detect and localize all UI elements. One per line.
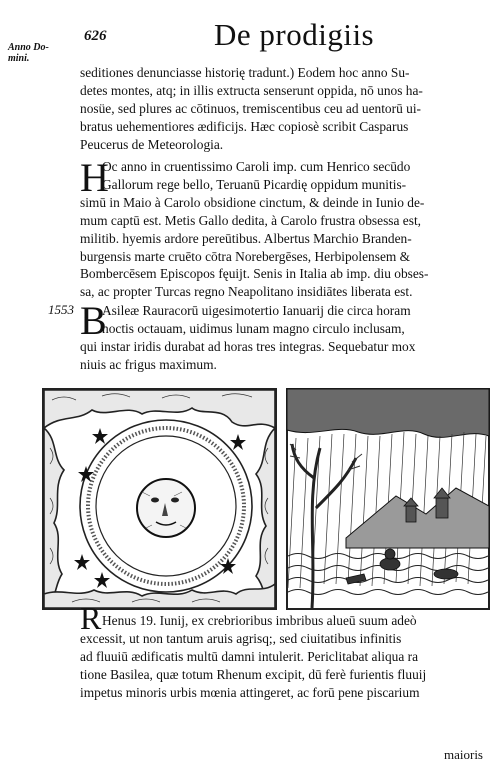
text-line: Asileæ Rauracorū uigesimotertio Ianuarij die circa horam bbox=[102, 303, 411, 318]
text-line: sa, ac propter Turcas regno Neapolitano insidiātes liberata est. bbox=[80, 284, 413, 300]
drop-cap-h: H bbox=[80, 155, 109, 200]
text-line: Bombercēsem Episcopos fęuijt. Senis in Italia ab imp. diu obses- bbox=[80, 266, 429, 282]
paragraph-hoc-anno bbox=[80, 155, 488, 301]
text-line: militib. hyemis ardore pereūtibus. Albertus Marchio Branden- bbox=[80, 230, 412, 246]
text-line: burgensis marte cruēto cōtra Norebergēses, Herbipolensem & bbox=[80, 248, 411, 264]
margin-year: 1553 bbox=[48, 302, 74, 317]
text-line: excessit, ut non tantum aruis agrisq;, sed ciuitatibus infinitis bbox=[80, 630, 402, 646]
text-line: simū in Maio à Carolo obsidione cinctum, & deinde in Iunio de- bbox=[80, 194, 425, 210]
paragraph-rhenus bbox=[80, 612, 488, 702]
page-number: 626 bbox=[84, 28, 107, 44]
drop-cap-b: B bbox=[80, 298, 107, 343]
text-line: bratus uehementiores ædificijs. Hæc copiosè scribit Casparus bbox=[80, 118, 409, 134]
margin-note-anno-domini: Anno Do- mini. bbox=[8, 42, 49, 64]
text-line: ad fluuiū ædificatis multū damni intulerit. Periclitabat aliqua ra bbox=[80, 648, 419, 664]
paragraph-basileae bbox=[80, 298, 488, 374]
woodcut-moon-halo bbox=[42, 388, 277, 610]
drop-cap-r: R bbox=[80, 600, 102, 636]
text-line: impetus minoris urbis mœnia attingeret, ac forū pene piscarium bbox=[80, 684, 420, 700]
text-line: noctis octauam, uidimus lunam magno circulo inclusam, bbox=[102, 320, 405, 336]
text-line: seditiones denunciasse historię tradunt.) Eodem hoc anno Su- bbox=[80, 65, 410, 80]
text-line: detes montes, atq; in illis extructa senserunt oppida, nō unos ha- bbox=[80, 82, 423, 98]
text-line: nosüe, sed plures ac cōtinuos, tremiscentibus ceu ad uentorū ui- bbox=[80, 100, 421, 116]
paragraph-seditiones bbox=[80, 64, 488, 154]
text-line: tione Basilea, quæ totum Rhenum excipit, dū ferè furientis fluuij bbox=[80, 666, 427, 682]
text-line: niuis ac frigus maximum. bbox=[80, 356, 217, 372]
text-line: Peucerus de Meteorologia. bbox=[80, 136, 224, 152]
text-line: Henus 19. Iunij, ex crebrioribus imbribus alueū suum adeò bbox=[102, 613, 417, 628]
text-line: Oc anno in cruentissimo Caroli imp. cum Henrico secūdo bbox=[102, 159, 411, 174]
running-head: De prodigiis bbox=[214, 17, 375, 52]
text-line: mum captū est. Metis Gallo dedita, à Carolo frustra obsessa est, bbox=[80, 212, 422, 228]
woodcut-flood-storm bbox=[286, 388, 490, 610]
text-line: qui instar iridis durabat ad horas tres integras. Sequebatur mox bbox=[80, 338, 416, 354]
text-line: Gallorum rege bello, Teruanū Picardię oppidum munitis- bbox=[102, 176, 407, 192]
catchword: maioris bbox=[444, 747, 483, 762]
